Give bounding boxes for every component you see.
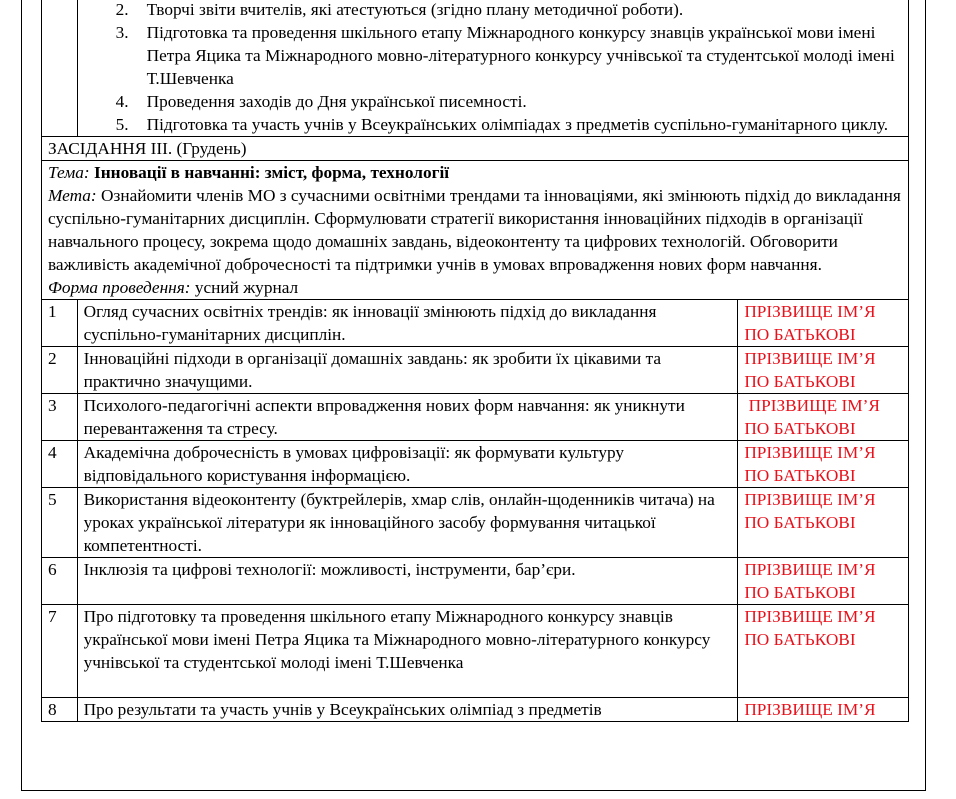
item-topic: Психолого-педагогічні аспекти впровадження нових форм навчання: як уникнути перевантаження та стресу. bbox=[77, 394, 738, 441]
goal-line bbox=[48, 184, 902, 276]
item-topic: Огляд сучасних освітніх трендів: як інновації змінюють підхід до викладання суспільно-гуманітарних дисциплін. bbox=[77, 300, 738, 347]
agenda-item-text: Підготовка та участь учнів у Всеукраїнських олімпіадах з предметів суспільно-гуманітарного циклу. bbox=[146, 115, 889, 134]
table-row bbox=[42, 394, 909, 441]
form-value: усний журнал bbox=[194, 278, 299, 297]
item-number: 5 bbox=[42, 488, 78, 558]
item-number: 3 bbox=[42, 394, 78, 441]
item-responsible: ПРІЗВИЩЕ ІМ’Я ПО БАТЬКОВІ bbox=[738, 300, 909, 347]
agenda-item-number: 5. bbox=[115, 115, 129, 134]
agenda-item bbox=[78, 21, 908, 90]
item-number: 7 bbox=[42, 605, 78, 698]
table-row bbox=[42, 605, 909, 698]
table-row bbox=[42, 488, 909, 558]
item-responsible: ПРІЗВИЩЕ ІМ’Я ПО БАТЬКОВІ bbox=[738, 558, 909, 605]
item-topic: Про результати та участь учнів у Всеукраїнських олімпіад з предметів bbox=[77, 698, 738, 722]
item-topic: Академічна доброчесність в умовах цифровізації: як формувати культуру відповідального користування інформацією. bbox=[77, 441, 738, 488]
agenda-list-cell bbox=[77, 0, 908, 137]
agenda-item bbox=[78, 90, 908, 113]
theme-label: Тема: bbox=[48, 163, 90, 182]
item-number: 1 bbox=[42, 300, 78, 347]
previous-session-agenda-row bbox=[42, 0, 909, 137]
agenda-list bbox=[78, 0, 908, 136]
meeting-plan-table bbox=[41, 0, 909, 722]
agenda-item bbox=[78, 113, 908, 136]
item-topic: Використання відеоконтенту (буктрейлерів, хмар слів, онлайн-щоденників читача) на уроках української літератури як інноваційного засобу формування читацької компетентності. bbox=[77, 488, 738, 558]
item-topic: Про підготовку та проведення шкільного етапу Міжнародного конкурсу знавців української мови імені Петра Яцика та Міжнародного мовно-літературного конкурсу учнівської та студентської молоді імені Т.Шевченка bbox=[77, 605, 738, 698]
goal-label: Мета: bbox=[48, 186, 97, 205]
goal-value: Ознайомити членів МО з сучасними освітніми трендами та інноваціями, які змінюють підхід до викладання суспільно-гуманітарних дисциплін. Сформулювати стратегії використання інноваційних підходів в організації навчального процесу, зокрема щодо домашніх завдань, відеоконтенту та цифрових технологій. Обговорити важливість академічної доброчесності та підтримки учнів в умовах впровадження нових форм навчання. bbox=[48, 186, 901, 274]
table-row bbox=[42, 300, 909, 347]
agenda-item-text: Творчі звіти вчителів, які атестуються (згідно плану методичної роботи). bbox=[146, 0, 684, 19]
table-row bbox=[42, 441, 909, 488]
item-responsible: ПРІЗВИЩЕ ІМ’Я bbox=[738, 698, 909, 722]
agenda-item-number: 3. bbox=[115, 23, 129, 42]
item-number: 4 bbox=[42, 441, 78, 488]
item-responsible: ПРІЗВИЩЕ ІМ’Я ПО БАТЬКОВІ bbox=[738, 605, 909, 698]
theme-line bbox=[48, 161, 902, 184]
item-responsible: ПРІЗВИЩЕ ІМ’Я ПО БАТЬКОВІ bbox=[738, 441, 909, 488]
item-topic: Інклюзія та цифрові технології: можливості, інструменти, бар’єри. bbox=[77, 558, 738, 605]
agenda-item bbox=[78, 0, 908, 21]
agenda-item-number: 2. bbox=[115, 0, 129, 19]
table-row bbox=[42, 347, 909, 394]
item-responsible: ПРІЗВИЩЕ ІМ’Я ПО БАТЬКОВІ bbox=[738, 394, 909, 441]
agenda-item-text: Підготовка та проведення шкільного етапу Міжнародного конкурсу знавців української мови імені Петра Яцика та Міжнародного мовно-літературного конкурсу учнівської та студентської молоді імені Т.Шевченка bbox=[146, 23, 895, 88]
session-description bbox=[42, 161, 909, 300]
table-row bbox=[42, 558, 909, 605]
form-label: Форма проведення: bbox=[48, 278, 191, 297]
session-heading: ЗАСІДАННЯ ІІІ. (Грудень) bbox=[42, 137, 909, 161]
item-number: 6 bbox=[42, 558, 78, 605]
item-responsible: ПРІЗВИЩЕ ІМ’Я ПО БАТЬКОВІ bbox=[738, 488, 909, 558]
session-description-row bbox=[42, 161, 909, 300]
empty-cell bbox=[42, 0, 78, 137]
form-line bbox=[48, 276, 902, 299]
agenda-item-number: 4. bbox=[115, 92, 129, 111]
table-row bbox=[42, 698, 909, 722]
item-topic: Інноваційні підходи в організації домашніх завдань: як зробити їх цікавими та практично значущими. bbox=[77, 347, 738, 394]
session-heading-row bbox=[42, 137, 909, 161]
item-number: 2 bbox=[42, 347, 78, 394]
theme-value: Інновації в навчанні: зміст, форма, технології bbox=[93, 163, 450, 182]
agenda-item-text: Проведення заходів до Дня української писемності. bbox=[146, 92, 527, 111]
item-responsible: ПРІЗВИЩЕ ІМ’Я ПО БАТЬКОВІ bbox=[738, 347, 909, 394]
item-number: 8 bbox=[42, 698, 78, 722]
